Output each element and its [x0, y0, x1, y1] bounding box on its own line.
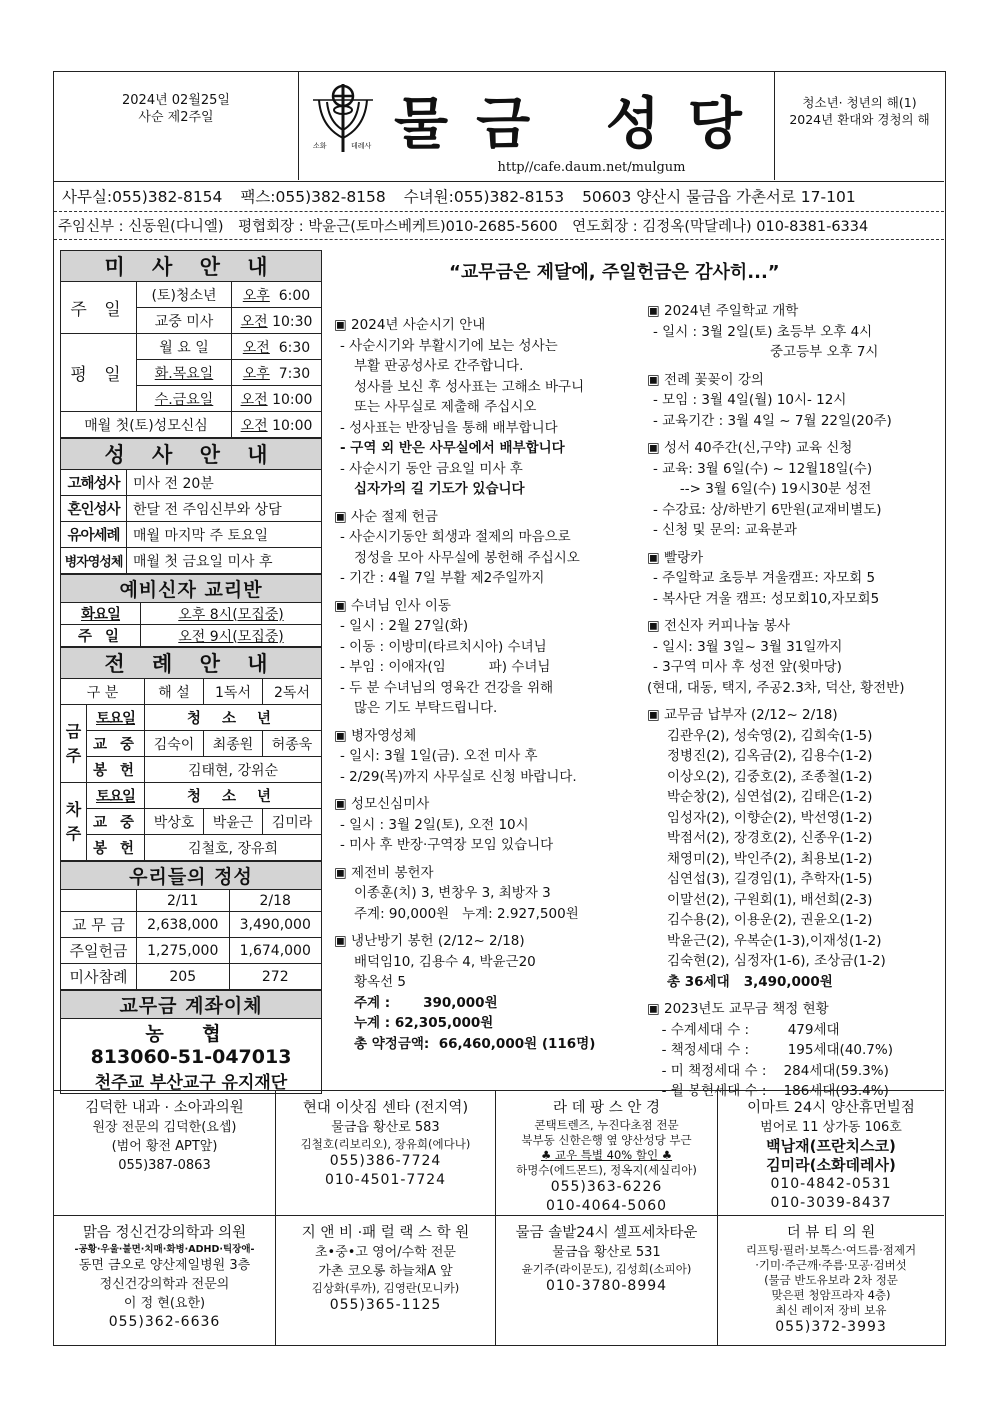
- ad-line: 055)387-0863: [118, 1158, 211, 1173]
- notice-heading: ▣ 빨랑카: [647, 548, 905, 569]
- mass-name: 교중 미사: [137, 308, 232, 334]
- next-week-label: 차주: [61, 783, 87, 861]
- notice-line: 정성을 모아 사무실에 봉헌해 주십시오: [354, 549, 580, 566]
- sacrament-label: 병자영성체: [61, 548, 127, 574]
- ad-line: 최신 레이저 장비 보유: [775, 1303, 887, 1317]
- ad-business-name: 더 뷰 티 의 원: [786, 1225, 876, 1241]
- notice-line: 이종훈(치) 3, 변창우 3, 최방자 3: [354, 885, 551, 901]
- reading-1: 최종원: [204, 731, 263, 757]
- notice-line: - 일시 : 3월 2일(토) 초등부 오후 4시: [653, 323, 873, 340]
- monthly-mass-name: 매월 첫(토)성모신심: [61, 412, 232, 438]
- catechumen-table: [60, 574, 322, 647]
- col-header: 해 설: [145, 679, 204, 705]
- staff-line: [58, 215, 878, 236]
- notice-line: 총 약정금액: 66,460,000원 (116명): [354, 1035, 596, 1052]
- notice-line: - 사순시기와 부활시기에 보는 성사는: [340, 337, 558, 354]
- ad-line: 정신건강의학과 전문의: [99, 1277, 230, 1292]
- notice-heading: ▣ 전신자 커피나눔 봉사: [647, 616, 905, 637]
- notice-line: 총 36세대 3,490,000원: [667, 973, 833, 990]
- amount: 272: [229, 964, 322, 990]
- commentary: 김숙이: [145, 731, 204, 757]
- ad-line: -공황·우울·불면·치매·화병·ADHD·틱장애-: [74, 1244, 255, 1255]
- council-president: 평협회장 : 박윤근(토마스베케트)010-2685-5600: [238, 219, 558, 235]
- theme-line-1: 청소년· 청년의 해(1): [802, 95, 917, 110]
- svg-text:데레사: 데레사: [351, 142, 372, 150]
- notice-heading: ▣ 제전비 봉헌자: [334, 863, 595, 884]
- monthly-mass-time: 오전 10:00: [232, 412, 322, 438]
- sacrament-label: 유아세례: [61, 522, 127, 548]
- account-number: 813060-51-047013: [61, 1046, 322, 1068]
- ad-line: (물금 반도유보라 2차 정문: [764, 1273, 898, 1287]
- catechumen-title: 예비신자 교리반: [61, 575, 322, 603]
- ad-line: 010-3039-8437: [770, 1195, 892, 1211]
- ad-line: 김상화(루까), 김영란(모니카): [311, 1281, 460, 1295]
- notice-heading: ▣ 수녀님 인사 이동: [334, 596, 595, 617]
- col-header: 구 분: [61, 679, 145, 705]
- col-header: 1독서: [204, 679, 263, 705]
- notice-line: - 교육: 3월 6일(수) ~ 12월18일(수): [653, 460, 873, 477]
- ad-business-name: 이마트 24시 양산휴먼빌점: [747, 1100, 915, 1116]
- notice-line: 이말선(2), 구원회(1), 배선희(2-3): [667, 891, 873, 908]
- notice-line: - 교육기간 : 3월 4일 ~ 7월 22일(20주): [653, 412, 892, 429]
- ad-line: 010-4064-5060: [545, 1198, 668, 1214]
- ad-line: ·기미·주근깨·주름·모공·검버섯: [755, 1258, 907, 1272]
- mass-guide-table: [60, 250, 322, 438]
- header-title-box: [299, 72, 774, 180]
- advertisement-box: [718, 1215, 944, 1346]
- ad-business-name: 맑음 정신건강의학과 의원: [82, 1225, 247, 1241]
- header-date-box: [54, 72, 299, 180]
- notice-line: - 2/29(목)까지 사무실로 신청 바랍니다.: [340, 768, 577, 785]
- saturday-value: 청 소 년: [145, 705, 322, 731]
- notice-line: 김관우(2), 성숙영(2), 김희숙(1-5): [667, 727, 873, 744]
- ad-line: 055)386-7724: [329, 1153, 442, 1169]
- advertisement-box: [276, 1091, 496, 1215]
- reading-1: 박윤근: [204, 809, 263, 835]
- account-holder: 천주교 부산교구 유지재단: [61, 1068, 322, 1094]
- parish-logo-icon: [309, 82, 377, 154]
- notice-heading: ▣ 전례 꽃꽂이 강의: [647, 370, 905, 391]
- notice-line: 박순창(2), 심연섭(2), 김태은(1-2): [667, 789, 873, 805]
- notice-line: - 복사단 겨울 캠프: 성모회10,자모회5: [653, 590, 880, 607]
- notice-line: 누계 : 62,305,000원: [354, 1015, 494, 1031]
- row-label: 봉 헌: [87, 835, 145, 861]
- sacrament-guide-title: 성 사 안 내: [61, 439, 322, 470]
- theme-line-2: 2024년 환대와 경청의 해: [789, 112, 930, 127]
- notice-line: - 신청 및 문의: 교육분과: [653, 522, 797, 538]
- notice-line: 김수용(2), 이용운(2), 권윤오(1-2): [667, 912, 873, 928]
- mass-time: 오전 6:30: [232, 334, 322, 360]
- notice-line: 또는 사무실로 제출해 주십시오: [354, 399, 537, 415]
- reading-2: 허종욱: [263, 731, 322, 757]
- notice-line: - 사순시기 동안 금요일 미사 후: [340, 460, 523, 477]
- amount: 1,674,000: [229, 938, 322, 964]
- notice-line: - 이동 : 이방미(타르치시아) 수녀님: [340, 638, 547, 655]
- convent-phone: 수녀원:055)382-8153: [403, 188, 565, 206]
- notice-heading: ▣ 사순 절제 헌금: [334, 507, 595, 528]
- notice-line: --> 3월 6일(수) 19시30분 성전: [667, 481, 872, 497]
- class-day: 화요일: [61, 603, 141, 625]
- fax-number: 팩스:055)382-8158: [240, 188, 386, 206]
- notice-line: - 월 봉헌세대 수 : 186세대(93.4%): [653, 1083, 889, 1099]
- ad-business-name: 지 앤 비 ·패 럴 랙 스 학 원: [301, 1225, 470, 1241]
- notice-line: - 3구역 미사 후 성전 앞(윗마당): [653, 659, 842, 675]
- header-theme-box: [774, 72, 944, 180]
- notice-heading: ▣ 2023년도 교무금 책정 현황: [647, 999, 905, 1020]
- row-label: 교 무 금: [61, 912, 137, 938]
- mass-name: 수.금요일: [137, 386, 232, 412]
- ad-line: 물금읍 황산로 531: [552, 1245, 661, 1260]
- ad-line: 055)362-6636: [108, 1314, 221, 1330]
- notice-heading: ▣ 병자영성체: [334, 726, 595, 747]
- notice-line: - 미사 후 반장·구역장 모임 있습니다: [340, 837, 554, 853]
- offering-value: 김철호, 장유희: [145, 835, 322, 861]
- notice-line: - 부임 : 이애자(임 파) 수녀님: [340, 659, 551, 675]
- address: 50603 양산시 물금읍 가촌서로 17-101: [582, 188, 856, 206]
- notices-middle-column: [334, 308, 595, 1054]
- notice-line: - 주일학교 초등부 겨울캠프: 자모회 5: [653, 570, 876, 586]
- ad-line: ♣ 교우 특별 40% 할인 ♣: [540, 1148, 673, 1162]
- ad-line: 백남재(프란치스코): [766, 1137, 896, 1155]
- notice-heading: ▣ 2024년 사순시기 안내: [334, 315, 595, 336]
- ad-line: 김미라(소화데레사): [766, 1156, 896, 1174]
- liturgical-day: 사순 제2주일: [138, 110, 214, 125]
- advertisement-box: [718, 1091, 944, 1215]
- sunday-label: 주 일: [61, 282, 137, 334]
- notice-line: - 수강료: 상/하반기 6만원(교재비별도): [653, 501, 882, 518]
- mass-name: 월 요 일: [137, 334, 232, 360]
- ad-business-name: 김덕한 내과 · 소아과의원: [85, 1100, 244, 1116]
- notice-heading: ▣ 성서 40주간(신,구약) 교육 신청: [647, 438, 905, 459]
- advertisement-box: [54, 1091, 276, 1215]
- sacrament-value: 미사 전 20분: [127, 470, 322, 496]
- ad-line: 010-4842-0531: [770, 1176, 892, 1192]
- notice-line: - 사순시기동안 희생과 절제의 마음으로: [340, 529, 571, 545]
- mass-time: 오전 10:30: [232, 308, 322, 334]
- notice-line: 주계 : 390,000원: [354, 994, 498, 1011]
- account-transfer-table: [60, 990, 322, 1094]
- class-time: 오전 9시(모집중): [141, 625, 322, 647]
- date-header: 2/18: [229, 890, 322, 912]
- bulletin-date: 2024년 02월25일: [122, 93, 230, 108]
- saturday-value: 청 소 년: [145, 783, 322, 809]
- notice-line: - 모임 : 3월 4일(월) 10시- 12시: [653, 392, 847, 408]
- notice-line: - 일시: 3월 3일~ 3월 31일까지: [653, 638, 843, 655]
- notice-line: 중고등부 오후 7시: [667, 344, 879, 360]
- notice-line: - 일시: 3월 1일(금). 오전 미사 후: [340, 748, 538, 764]
- ad-line: 010-3780-8994: [545, 1278, 668, 1294]
- ad-line: 초•중•고 영어/수학 전문: [314, 1245, 456, 1260]
- ad-business-name: 라 데 팡 스 안 경: [552, 1100, 661, 1116]
- notice-heading: ▣ 성모신심미사: [334, 794, 595, 815]
- notice-line: 김숙현(2), 심정자(1-6), 조상금(1-2): [667, 953, 886, 969]
- mass-time: 오후 7:30: [232, 360, 322, 386]
- ad-line: 055)372-3993: [775, 1319, 887, 1335]
- row-label: 교 중: [87, 731, 145, 757]
- this-week-label: 금주: [61, 705, 87, 783]
- slogan: “교무금은 제달에, 주일헌금은 감사히...”: [449, 262, 780, 283]
- ad-line: 윤기주(라이문도), 김성희(소피아): [521, 1262, 692, 1276]
- notice-line: 십자가의 길 기도가 있습니다: [354, 481, 525, 497]
- notice-line: 박윤근(2), 우복순(1-3),이재성(1-2): [667, 932, 882, 949]
- ad-line: 김철호(리보리오), 장유희(에다나): [300, 1137, 471, 1151]
- amount: 205: [137, 964, 230, 990]
- notice-line: 배덕임10, 김용수 4, 박윤근20: [354, 953, 536, 970]
- ad-line: 콘택트렌즈, 누진다초점 전문: [534, 1118, 679, 1132]
- sacrament-value: 매월 마지막 주 토요일: [127, 522, 322, 548]
- weekday-label: 평 일: [61, 334, 137, 412]
- notice-line: - 수계세대 수 : 479세대: [653, 1021, 840, 1038]
- notice-line: - 일시 : 3월 2일(토), 오전 10시: [340, 816, 529, 833]
- mass-time: 오후 6:00: [232, 282, 322, 308]
- mass-name: (토)청소년: [137, 282, 232, 308]
- divider: [54, 239, 944, 240]
- sacrament-guide-table: [60, 438, 322, 574]
- col-header: 2독서: [263, 679, 322, 705]
- account-title: 교무금 계좌이체: [61, 991, 322, 1019]
- office-phone: 사무실:055)382-8154: [62, 188, 223, 206]
- notice-line: 성사를 보신 후 성사표는 고해소 바구니: [354, 378, 585, 395]
- notice-line: - 기간 : 4월 7일 부활 제2주일까지: [340, 570, 545, 586]
- regional-president: 연도회장 : 김정옥(막달레나) 010-8381-6334: [572, 219, 869, 235]
- notice-line: - 일시 : 2월 27일(화): [340, 618, 469, 634]
- ad-line: 동면 금오로 양산제일병원 3층: [78, 1258, 251, 1273]
- mass-name: 화.목요일: [137, 360, 232, 386]
- ad-line: 물금읍 황산로 583: [331, 1120, 440, 1135]
- sacrament-value: 매월 첫 금요일 미사 후: [127, 548, 322, 574]
- notice-line: 많은 기도 부탁드립니다.: [354, 700, 498, 716]
- notice-line: 정병진(2), 김옥금(2), 김용수(1-2): [667, 748, 873, 764]
- notice-line: - 성사표는 반장님을 통해 배부합니다: [340, 419, 558, 436]
- row-label: 토요일: [87, 783, 145, 809]
- mass-guide-title: 미 사 안 내: [61, 251, 322, 282]
- row-label: 주일헌금: [61, 938, 137, 964]
- notice-line: - 두 분 수녀님의 영육간 건강을 위해: [340, 679, 554, 696]
- liturgy-guide-title: 전 례 안 내: [61, 648, 322, 679]
- notice-line: 심연섭(3), 길경임(1), 추학자(1-5): [667, 871, 873, 887]
- notice-heading: ▣ 냉난방기 봉헌 (2/12~ 2/18): [334, 931, 595, 952]
- bank-name: 농 협: [61, 1019, 322, 1047]
- sacrament-value: 한달 전 주임신부와 상담: [127, 496, 322, 522]
- bulletin-page: [53, 71, 946, 1346]
- offering-value: 김태현, 강위순: [145, 757, 322, 783]
- notice-line: 임성자(2), 이향순(2), 박선영(1-2): [667, 809, 873, 826]
- ad-line: 원장 전문의 김덕한(요셉): [92, 1120, 237, 1135]
- amount: 3,490,000: [229, 912, 322, 938]
- notice-line: 박점서(2), 장경호(2), 신종우(1-2): [667, 830, 873, 846]
- amount: 2,638,000: [137, 912, 230, 938]
- row-label: 토요일: [87, 705, 145, 731]
- class-time: 오후 8시(모집중): [141, 603, 322, 625]
- notice-line: 황옥선 5: [354, 974, 407, 990]
- ad-line: 리프팅·필러·보톡스·여드름·점제거: [745, 1243, 917, 1257]
- divider: [54, 211, 944, 212]
- advertisement-grid: [54, 1090, 944, 1345]
- advertisement-box: [54, 1215, 276, 1346]
- notice-line: - 책정세대 수 : 195세대(40.7%): [653, 1042, 893, 1058]
- date-header: 2/11: [137, 890, 230, 912]
- ad-business-name: 물금 솔밭24시 셀프세차타운: [515, 1225, 698, 1241]
- row-label: 봉 헌: [87, 757, 145, 783]
- parish-title: 물금 성당: [394, 91, 770, 157]
- notice-line: 채영미(2), 박인주(2), 최용보(1-2): [667, 850, 873, 867]
- amount: 1,275,000: [137, 938, 230, 964]
- sacrament-label: 혼인성사: [61, 496, 127, 522]
- ad-line: 북부동 신한은행 옆 양산성당 부근: [521, 1133, 692, 1147]
- header: [54, 72, 944, 182]
- ad-line: 가촌 코오롱 하늘채A 앞: [318, 1264, 453, 1279]
- mass-time: 오전 10:00: [232, 386, 322, 412]
- ad-line: 이 정 현(요한): [123, 1296, 206, 1311]
- liturgy-guide-table: [60, 647, 322, 861]
- sacrament-label: 고해성사: [61, 470, 127, 496]
- offerings-title: 우리들의 정성: [61, 862, 322, 890]
- notice-heading: ▣ 2024년 주일학교 개학: [647, 301, 905, 322]
- left-column: [60, 250, 322, 1094]
- row-label: 미사참례: [61, 964, 137, 990]
- notice-heading: ▣ 교무금 납부자 (2/12~ 2/18): [647, 705, 905, 726]
- cafe-url[interactable]: http//cafe.daum.net/mulgum: [497, 160, 686, 175]
- notices-right-column: [647, 294, 905, 1102]
- notice-line: - 구역 외 반은 사무실에서 배부합니다: [340, 440, 565, 456]
- notice-line: - 미 책정세대 수 : 284세대(59.3%): [653, 1062, 889, 1079]
- ad-business-name: 현대 이삿짐 센타 (전지역): [302, 1100, 469, 1116]
- pastor: 주임신부 : 신동원(다니엘): [58, 219, 224, 235]
- ad-line: (범어 황전 APT앞): [111, 1139, 218, 1154]
- notice-line: 이상오(2), 김중호(2), 조종철(1-2): [667, 768, 873, 785]
- ad-line: 055)365-1125: [329, 1297, 442, 1313]
- class-day: 주 일: [61, 625, 141, 647]
- notice-line: 주계: 90,000원 누계: 2.927,500원: [354, 905, 579, 922]
- advertisement-box: [276, 1215, 496, 1346]
- ad-line: 하명수(에드몬드), 정옥지(세실리아): [516, 1163, 697, 1177]
- offerings-table: [60, 861, 322, 990]
- commentary: 박상호: [145, 809, 204, 835]
- ad-line: 맞은편 청암프라자 4층): [771, 1288, 891, 1302]
- contact-line: [62, 185, 869, 207]
- ad-line: 010-4501-7724: [324, 1172, 447, 1188]
- row-label: 교 중: [87, 809, 145, 835]
- reading-2: 김미라: [263, 809, 322, 835]
- notice-line: 부활 판공성사로 간주합니다.: [354, 358, 524, 374]
- svg-text:소화: 소화: [313, 142, 327, 150]
- advertisement-box: [496, 1091, 718, 1215]
- ad-line: 055)363-6226: [550, 1179, 663, 1195]
- advertisement-box: [496, 1215, 718, 1346]
- ad-line: 범어로 11 상가동 106호: [760, 1120, 902, 1135]
- notice-line: (현대, 대동, 택지, 주공2.3차, 덕산, 황전반): [647, 679, 905, 696]
